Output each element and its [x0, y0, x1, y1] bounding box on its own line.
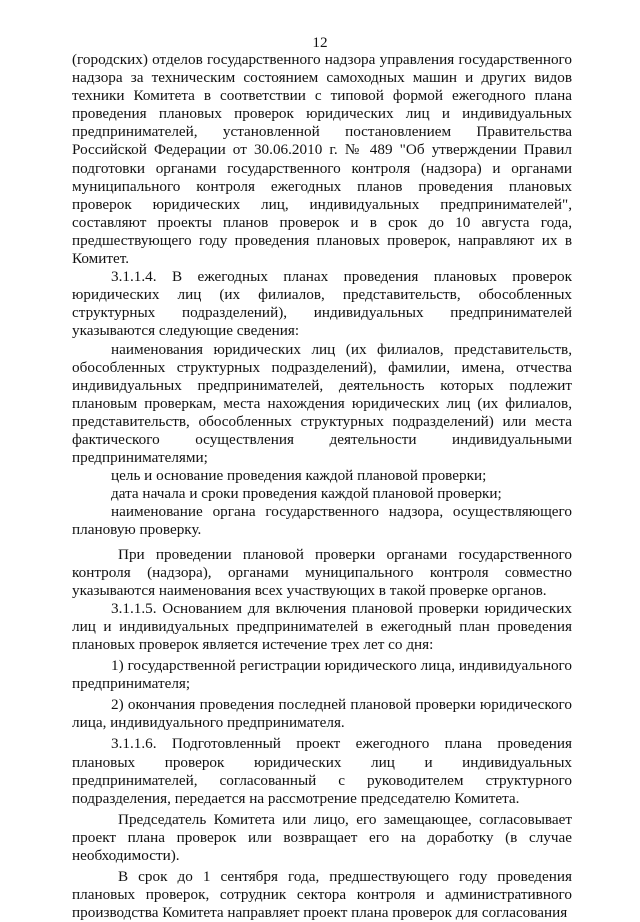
document-body	[72, 51, 572, 922]
paragraph-item-1: 1) государственной регистрации юридического лица, индивидуального предпринимателя;	[72, 657, 572, 693]
paragraph-start-date: дата начала и сроки проведения каждой плановой проверки;	[111, 485, 502, 503]
paragraph-authority-name: наименование органа государственного надзора, осуществляющего плановую проверку.	[72, 503, 572, 539]
paragraph-chairman-approval: Председатель Комитета или лицо, его замещающее, согласовывает проект плана проверок или возвращает его на доработку (в случае необходимости).	[72, 810, 572, 865]
paragraph-3-1-1-4: 3.1.1.4. В ежегодных планах проведения плановых проверок юридических лиц (их филиалов, представительств, обособленных структурных подразделений), индивидуальных предпринимателей указываются следующие сведения:	[72, 268, 572, 340]
paragraph-3-1-1-6: 3.1.1.6. Подготовленный проект ежегодного плана проведения плановых проверок юридических лиц и индивидуальных предпринимателей, согласованный с руководителем структурного подразделения, передается на рассмотрение председателю Комитета.	[72, 735, 572, 807]
paragraph-entity-names: наименования юридических лиц (их филиалов, представительств, обособленных структурных подразделений), фамилии, имена, отчества индивидуальных предпринимателей, деятельность которых подлежит плановым проверкам, места нахождения юридических лиц (их филиалов, представительств, обособленных структурных подразделений) или места фактического осуществления деятельности индивидуальными предпринимателями;	[72, 340, 572, 467]
paragraph-item-2: 2) окончания проведения последней плановой проверки юридического лица, индивидуального предпринимателя.	[72, 696, 572, 732]
paragraph-joint-inspection: При проведении плановой проверки органами государственного контроля (надзора), органами муниципального контроля совместно указываются наименования всех участвующих в такой проверке органов.	[72, 545, 572, 599]
page-number: 12	[312, 34, 328, 51]
paragraph-plans-preparation: (городских) отделов государственного надзора управления государственного надзора за техническим состоянием самоходных машин и других видов техники Комитета в соответствии с типовой формой ежегодного плана проведения плановых проверок юридических лиц и индивидуальных предпринимателей, установленной постановлением Правительства Российской Федерации от 30.06.2010 г. № 489 "Об утверждении Правил подготовки органами государственного контроля (надзора) и органами муниципального контроля ежегодных планов проведения плановых проверок юридических лиц, индивидуальных предпринимателей", составляют проекты планов проверок и в срок до 10 августа года, предшествующего году проведения плановых проверок, направляют их в Комитет.	[72, 51, 572, 268]
paragraph-3-1-1-5: 3.1.1.5. Основанием для включения плановой проверки юридических лиц и индивидуальных предпринимателей в ежегодный план проведения плановых проверок является истечение трех лет со дня:	[72, 599, 572, 653]
paragraph-deadline: В срок до 1 сентября года, предшествующего году проведения плановых проверок, сотрудник сектора контроля и административного производства Комитета направляет проект плана проверок для согласования	[72, 868, 572, 922]
paragraph-purpose: цель и основание проведения каждой плановой проверки;	[111, 467, 487, 485]
